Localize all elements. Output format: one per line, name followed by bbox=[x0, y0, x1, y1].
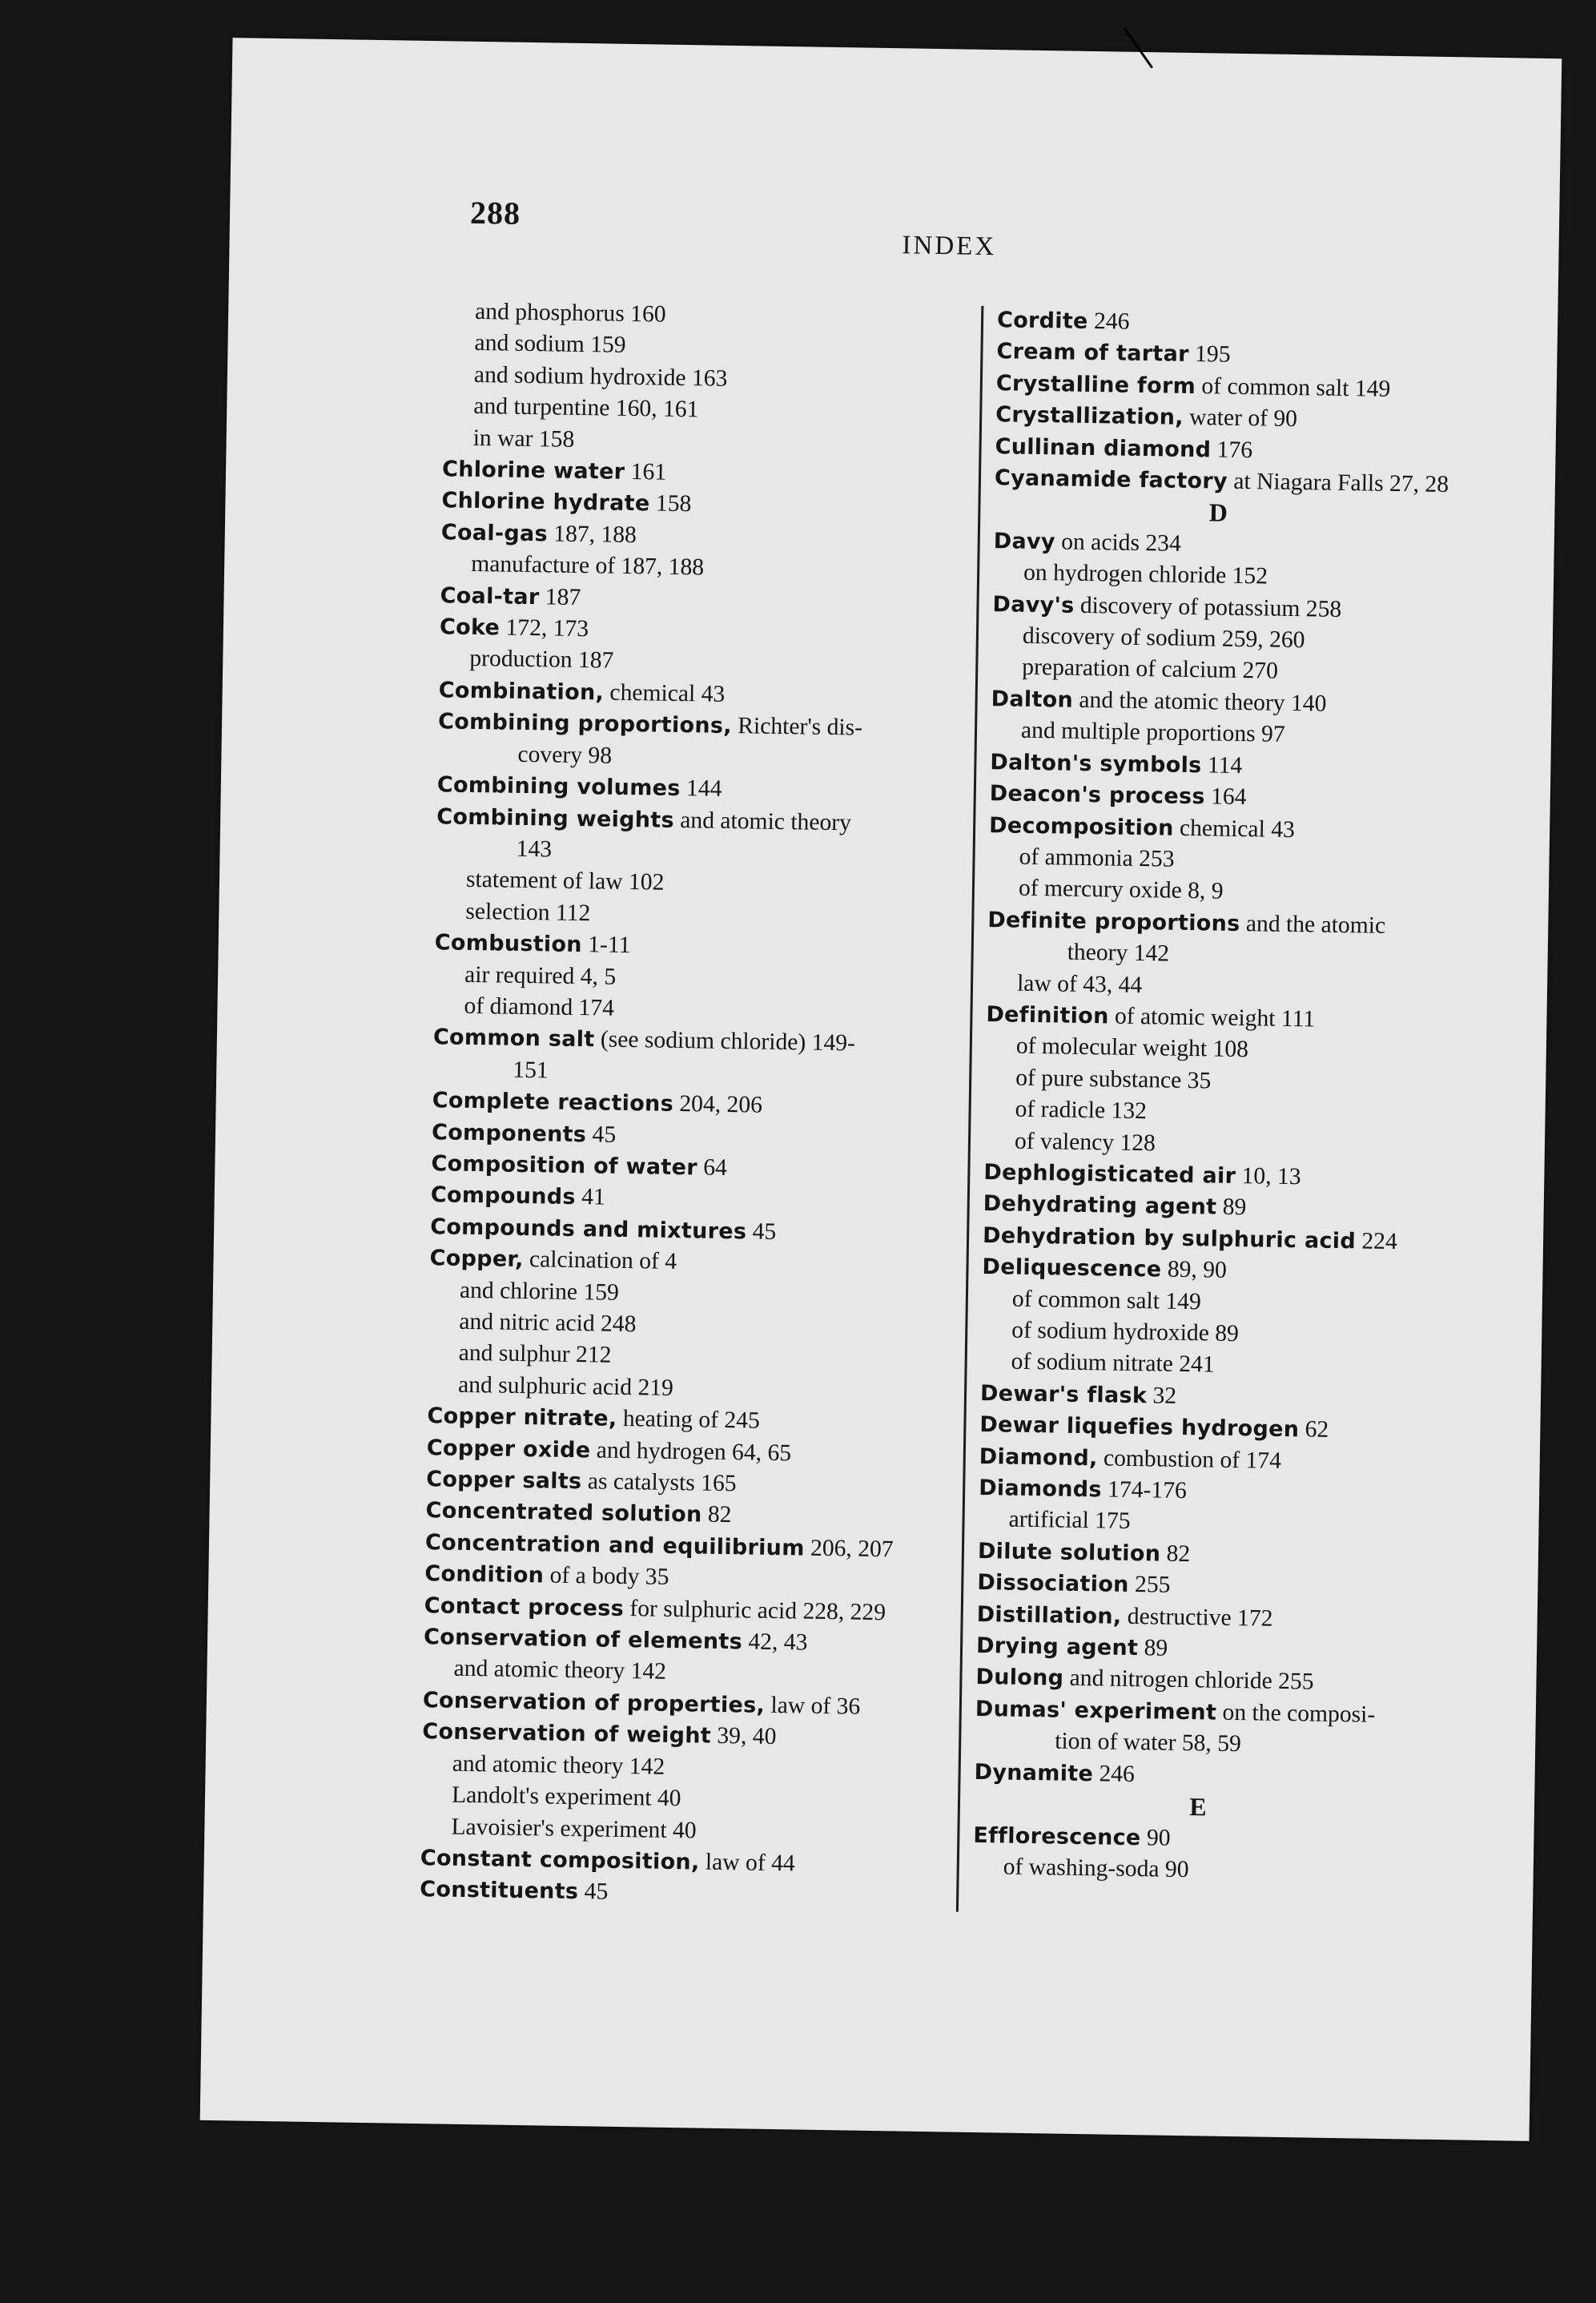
entry-text: heating of 245 bbox=[617, 1406, 761, 1434]
entry-heading: Dynamite bbox=[974, 1759, 1094, 1786]
entry-text: 246 bbox=[1087, 308, 1130, 335]
entry-heading: Dephlogisticated air bbox=[983, 1160, 1236, 1189]
entry-text: of washing-soda 90 bbox=[1003, 1854, 1189, 1883]
entry-text: 114 bbox=[1201, 751, 1243, 779]
entry-heading: Composition of water bbox=[431, 1151, 698, 1181]
entry-text: 45 bbox=[585, 1121, 617, 1148]
entry-text: chemical 43 bbox=[1173, 815, 1296, 843]
entry-heading: Cream of tartar bbox=[996, 339, 1189, 368]
entry-text: 164 bbox=[1204, 783, 1247, 811]
entry-text: 172, 173 bbox=[499, 614, 589, 642]
section-letter: D bbox=[1208, 497, 1228, 528]
entry-heading: Coal-gas bbox=[440, 520, 549, 547]
entry-heading: Chlorine water bbox=[441, 457, 625, 485]
entry-heading: Dehydration by sulphuric acid bbox=[982, 1222, 1357, 1254]
index-column-left bbox=[420, 296, 965, 1914]
entry-text: manufacture of 187, 188 bbox=[470, 551, 705, 581]
entry-heading: Crystalline form bbox=[995, 370, 1196, 399]
entry-text: of mercury oxide 8, 9 bbox=[1018, 875, 1224, 904]
entry-heading: Concentration and equilibrium bbox=[424, 1529, 805, 1561]
entry-text: 187 bbox=[539, 583, 581, 610]
entry-text: selection 112 bbox=[465, 898, 591, 926]
entry-text: of ammonia 253 bbox=[1019, 843, 1175, 872]
entry-text: 174-176 bbox=[1101, 1476, 1188, 1504]
entry-text: on the composi- bbox=[1216, 1699, 1376, 1728]
entry-text: as catalysts 165 bbox=[581, 1468, 737, 1497]
entry-heading: Dilute solution bbox=[977, 1538, 1161, 1567]
entry-heading: Dewar liquefies hydrogen bbox=[979, 1412, 1300, 1443]
entry-text: 144 bbox=[680, 775, 722, 802]
entry-text: 45 bbox=[578, 1878, 609, 1906]
entry-heading: Condition bbox=[424, 1561, 545, 1588]
entry-text: 176 bbox=[1211, 437, 1253, 463]
entry-text: Landolt's experiment 40 bbox=[451, 1782, 681, 1812]
entry-heading: Copper nitrate, bbox=[427, 1403, 617, 1432]
entry-heading: Conservation of weight bbox=[422, 1719, 712, 1749]
entry-heading: Copper, bbox=[429, 1246, 524, 1273]
entry-text: production 187 bbox=[469, 646, 614, 674]
section-letter: E bbox=[1189, 1792, 1207, 1822]
entry-text: and nitrogen chloride 255 bbox=[1063, 1665, 1314, 1696]
entry-text: 195 bbox=[1188, 341, 1231, 368]
entry-text: of pure substance 35 bbox=[1015, 1065, 1212, 1094]
entry-text: 82 bbox=[1160, 1540, 1191, 1567]
entry-text: water of 90 bbox=[1183, 405, 1298, 433]
entry-text: combustion of 174 bbox=[1097, 1444, 1282, 1474]
entry-heading: Diamonds bbox=[978, 1476, 1103, 1503]
entry-text: 161 bbox=[625, 458, 667, 485]
entry-text: and chlorine 159 bbox=[459, 1277, 620, 1306]
entry-text: theory 142 bbox=[1067, 939, 1170, 967]
entry-text: 82 bbox=[702, 1501, 732, 1528]
entry-heading: Constant composition, bbox=[420, 1845, 700, 1875]
running-head: INDEX bbox=[902, 231, 997, 262]
entry-text: 206, 207 bbox=[804, 1535, 894, 1563]
entry-text: 89, 90 bbox=[1161, 1256, 1228, 1283]
entry-heading: Contact process bbox=[424, 1592, 625, 1621]
entry-text: and turpentine 160, 161 bbox=[473, 393, 699, 423]
entry-heading: Compounds bbox=[430, 1182, 576, 1210]
entry-text: of common salt 149 bbox=[1195, 372, 1391, 402]
entry-heading: Constituents bbox=[419, 1877, 579, 1905]
entry-heading: Decomposition bbox=[988, 812, 1174, 841]
entry-heading: Deliquescence bbox=[982, 1254, 1162, 1282]
entry-heading: Efflorescence bbox=[973, 1822, 1141, 1850]
entry-text: (see sodium chloride) 149- bbox=[594, 1026, 856, 1057]
entry-text: and the atomic bbox=[1240, 910, 1386, 939]
entry-heading: Combining volumes bbox=[436, 772, 681, 802]
entry-heading: Coal-tar bbox=[440, 582, 540, 610]
entry-text: tion of water 58, 59 bbox=[1054, 1728, 1242, 1757]
page-number: 288 bbox=[469, 194, 521, 232]
entry-heading: Chlorine hydrate bbox=[441, 488, 650, 517]
entry-text: 204, 206 bbox=[673, 1091, 763, 1118]
entry-text: of radicle 132 bbox=[1015, 1096, 1148, 1125]
entry-heading: Coke bbox=[439, 614, 501, 641]
entry-heading: Conservation of properties, bbox=[422, 1687, 766, 1718]
entry-text: and sulphuric acid 219 bbox=[457, 1371, 674, 1401]
entry-text: 64 bbox=[697, 1154, 728, 1181]
entry-text: and the atomic theory 140 bbox=[1072, 686, 1327, 717]
entry-text: discovery of sodium 259, 260 bbox=[1022, 622, 1305, 654]
entry-text: 89 bbox=[1216, 1194, 1247, 1221]
entry-heading: Distillation, bbox=[976, 1601, 1122, 1629]
entry-text: 41 bbox=[575, 1184, 606, 1210]
entry-heading: Davy's bbox=[992, 591, 1075, 618]
entry-heading: Diamond, bbox=[979, 1443, 1098, 1471]
entry-text: and atomic theory 142 bbox=[453, 1656, 667, 1685]
entry-heading: Cullinan diamond bbox=[995, 433, 1212, 463]
entry-text: and nitric acid 248 bbox=[459, 1308, 637, 1338]
entry-text: 224 bbox=[1355, 1228, 1398, 1254]
entry-text: 45 bbox=[746, 1218, 777, 1245]
entry-text: 39, 40 bbox=[710, 1723, 777, 1750]
entry-heading: Copper salts bbox=[426, 1467, 582, 1495]
index-column-right bbox=[972, 304, 1518, 1890]
entry-text: of valency 128 bbox=[1014, 1128, 1156, 1156]
entry-heading: Deacon's process bbox=[989, 781, 1205, 810]
entry-text: and sodium hydroxide 163 bbox=[473, 361, 728, 392]
entry-text: of molecular weight 108 bbox=[1015, 1033, 1249, 1063]
entry-heading: Drying agent bbox=[975, 1633, 1139, 1661]
entry-text: 10, 13 bbox=[1235, 1162, 1301, 1190]
entry-text: 143 bbox=[516, 835, 553, 863]
entry-heading: Dalton bbox=[991, 686, 1074, 713]
entry-heading: Dulong bbox=[975, 1665, 1064, 1692]
entry-text: 62 bbox=[1298, 1416, 1329, 1443]
entry-text: and atomic theory bbox=[673, 807, 852, 835]
entry-heading: Dehydrating agent bbox=[983, 1191, 1217, 1220]
entry-text: of sodium hydroxide 89 bbox=[1011, 1317, 1240, 1347]
entry-text: of common salt 149 bbox=[1011, 1286, 1202, 1315]
entry-heading: Combination, bbox=[438, 678, 605, 706]
entry-heading: Dalton's symbols bbox=[990, 749, 1202, 778]
entry-text: destructive 172 bbox=[1121, 1603, 1273, 1632]
entry-heading: Cyanamide factory bbox=[994, 465, 1228, 494]
entry-text: 158 bbox=[649, 490, 692, 517]
entry-text: in war 158 bbox=[472, 425, 575, 453]
entry-heading: Complete reactions bbox=[432, 1088, 674, 1117]
entry-text: of atomic weight 111 bbox=[1108, 1003, 1316, 1033]
entry-text: 1-11 bbox=[581, 932, 631, 959]
entry-text: preparation of calcium 270 bbox=[1022, 654, 1279, 685]
entry-text: of diamond 174 bbox=[464, 992, 615, 1021]
entry-text: and phosphorus 160 bbox=[474, 298, 666, 328]
entry-text: at Niagara Falls 27, 28 bbox=[1227, 468, 1449, 498]
entry-text: of sodium nitrate 241 bbox=[1011, 1349, 1215, 1378]
entry-heading: Davy bbox=[993, 528, 1056, 555]
entry-heading: Copper oxide bbox=[426, 1435, 591, 1463]
entry-heading: Dumas' experiment bbox=[975, 1696, 1217, 1725]
entry-heading: Combustion bbox=[434, 930, 583, 958]
entry-text: and atomic theory 142 bbox=[452, 1750, 665, 1780]
entry-text: 90 bbox=[1140, 1824, 1171, 1851]
entry-text: discovery of potassium 258 bbox=[1074, 592, 1342, 622]
entry-text: for sulphuric acid 228, 229 bbox=[623, 1595, 886, 1625]
entry-text: 255 bbox=[1128, 1572, 1171, 1599]
entry-heading: Combining weights bbox=[436, 803, 675, 833]
entry-text: covery 98 bbox=[517, 741, 613, 769]
entry-text: on hydrogen chloride 152 bbox=[1023, 559, 1268, 590]
entry-heading: Concentrated solution bbox=[425, 1498, 702, 1528]
entry-heading: Dissociation bbox=[977, 1570, 1129, 1598]
entry-text: calcination of 4 bbox=[523, 1246, 677, 1275]
entry-text: law of 43, 44 bbox=[1016, 970, 1143, 998]
entry-text: Lavoisier's experiment 40 bbox=[451, 1814, 697, 1843]
entry-text: 89 bbox=[1137, 1635, 1168, 1661]
entry-text: 32 bbox=[1146, 1383, 1177, 1409]
entry-text: law of 36 bbox=[764, 1692, 861, 1720]
entry-text: artificial 175 bbox=[1008, 1507, 1131, 1535]
entry-text: and multiple proportions 97 bbox=[1020, 717, 1285, 748]
entry-text: and sodium 159 bbox=[474, 330, 626, 359]
entry-text: Richter's dis- bbox=[731, 713, 863, 741]
entry-heading: Crystallization, bbox=[995, 402, 1184, 431]
entry-text: air required 4, 5 bbox=[464, 961, 617, 990]
entry-text: on acids 234 bbox=[1055, 529, 1182, 557]
entry-heading: Compounds and mixtures bbox=[429, 1214, 747, 1245]
entry-text: statement of law 102 bbox=[465, 867, 665, 896]
entry-text: and sulphur 212 bbox=[458, 1340, 612, 1369]
entry-text: 187, 188 bbox=[547, 521, 637, 548]
entry-heading: Definition bbox=[986, 1001, 1109, 1029]
entry-heading: Cordite bbox=[996, 308, 1088, 334]
book-page bbox=[200, 38, 1562, 2141]
entry-text: chemical 43 bbox=[603, 679, 726, 707]
entry-text: and hydrogen 64, 65 bbox=[590, 1436, 792, 1466]
entry-text: 246 bbox=[1092, 1760, 1136, 1787]
entry-heading: Common salt bbox=[432, 1025, 595, 1053]
entry-heading: Definite proportions bbox=[987, 907, 1240, 936]
entry-text: law of 44 bbox=[699, 1849, 795, 1877]
entry-heading: Conservation of elements bbox=[423, 1625, 743, 1655]
entry-text: of a body 35 bbox=[543, 1562, 669, 1591]
entry-text: 151 bbox=[513, 1057, 549, 1084]
entry-heading: Combining proportions, bbox=[437, 709, 733, 739]
entry-heading: Dewar's flask bbox=[979, 1380, 1148, 1409]
entry-text: 42, 43 bbox=[742, 1629, 808, 1656]
entry-heading: Components bbox=[431, 1119, 587, 1147]
